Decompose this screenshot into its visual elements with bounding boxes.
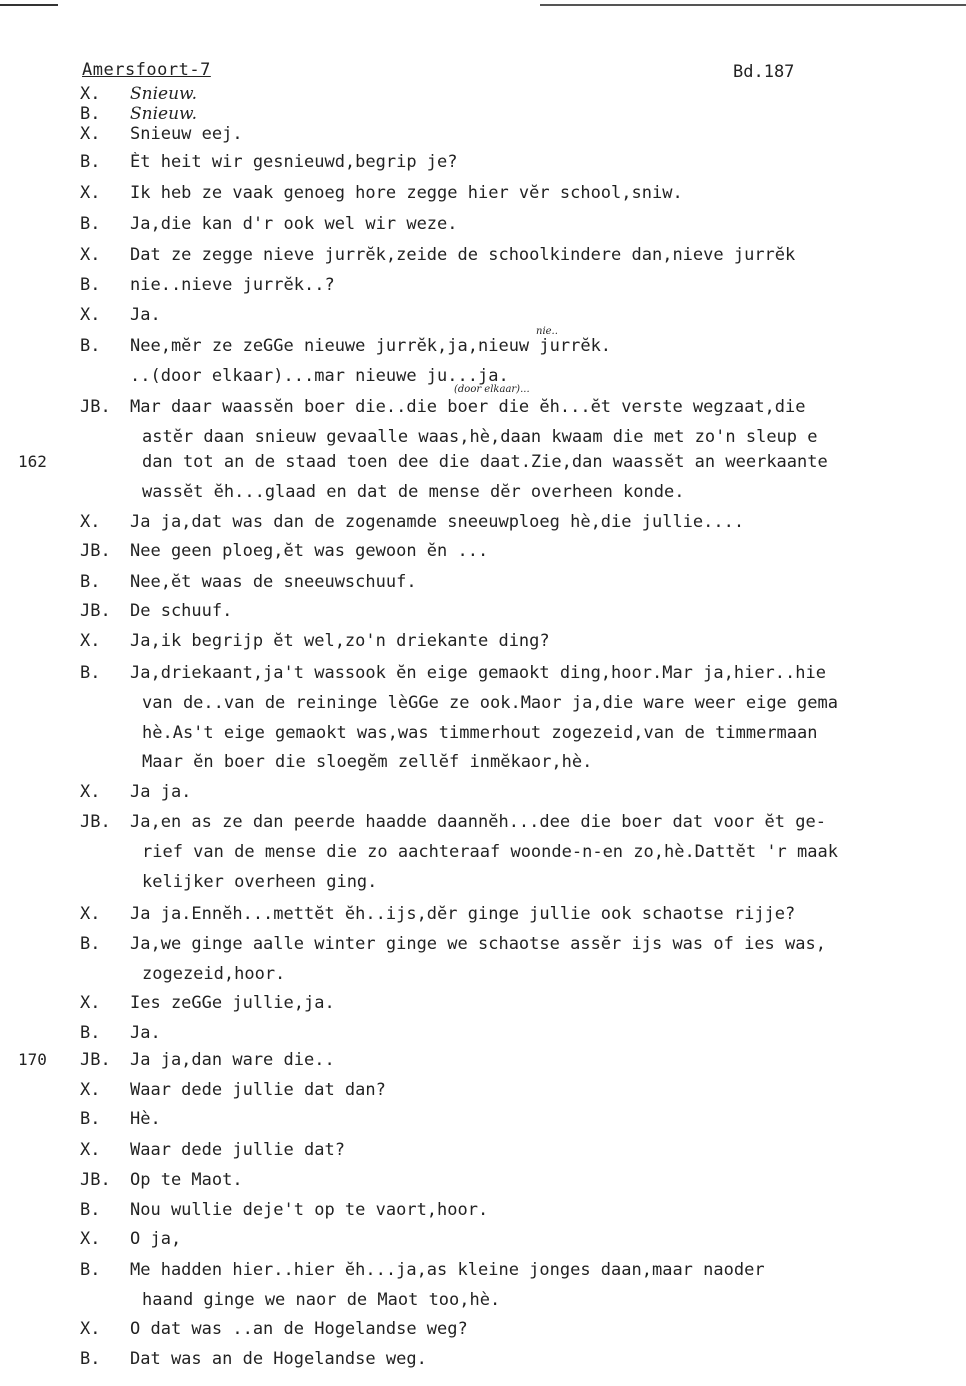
speaker-label: B. (80, 152, 101, 172)
transcript-line (0, 152, 966, 176)
transcript-line (0, 541, 966, 565)
utterance-text: Snieuw. (130, 84, 197, 104)
utterance-text: Nee geen ploeg,ĕt was gewoon ĕn ... (130, 541, 489, 561)
transcript-line (0, 336, 966, 360)
utterance-text: kelijker overheen ging. (142, 872, 378, 892)
speaker-label: B. (80, 214, 101, 234)
utterance-text: hè.As't eige gemaokt was,was timmerhout zogezeid,van de timmermaan (142, 723, 818, 743)
transcript-line (0, 1200, 966, 1224)
transcript-line (0, 124, 966, 148)
speaker-label: X. (80, 1140, 101, 1160)
utterance-text: Me hadden hier..hier ĕh...ja,as kleine jonges daan,maar naoder (130, 1260, 765, 1280)
top-rule-right (540, 4, 966, 6)
speaker-label: X. (80, 124, 101, 144)
speaker-label: X. (80, 1319, 101, 1339)
utterance-text: Ik heb ze vaak genoeg hore zegge hier vĕr school,sniw. (130, 183, 683, 203)
speaker-label: JB. (80, 397, 111, 417)
speaker-label: X. (80, 84, 101, 104)
transcript-line (0, 934, 966, 958)
utterance-text: Snieuw eej. (130, 124, 243, 144)
transcript-line (0, 512, 966, 536)
transcript-line (0, 482, 966, 506)
document-title: Amersfoort-7 (82, 60, 211, 80)
transcript-line (0, 601, 966, 625)
utterance-text: Dat was an de Hogelandse weg. (130, 1349, 427, 1369)
speaker-label: JB. (80, 601, 111, 621)
transcript-line (0, 1290, 966, 1314)
utterance-text: Ja,we ginge aalle winter ginge we schaotse assĕr ijs was of ies was, (130, 934, 826, 954)
transcript-line (0, 366, 966, 390)
speaker-label: X. (80, 245, 101, 265)
transcript-line (0, 397, 966, 421)
speaker-label: B. (80, 572, 101, 592)
speaker-label: B. (80, 1349, 101, 1369)
transcript-line (0, 723, 966, 747)
utterance-text: O dat was ..an de Hogelandse weg? (130, 1319, 468, 1339)
transcript-line (0, 872, 966, 896)
transcript-line (0, 904, 966, 928)
utterance-text: Ja ja.Ennĕh...mettĕt ĕh..ijs,dĕr ginge jullie ook schaotse rijje? (130, 904, 796, 924)
speaker-label: X. (80, 993, 101, 1013)
speaker-label: X. (80, 512, 101, 532)
speaker-label: X. (80, 1080, 101, 1100)
utterance-text: haand ginge we naor de Maot too,hè. (142, 1290, 501, 1310)
transcript-line (0, 572, 966, 596)
speaker-label: JB. (80, 812, 111, 832)
transcript-line (0, 1050, 966, 1074)
transcript-line (0, 427, 966, 451)
transcript-line (0, 842, 966, 866)
speaker-label: X. (80, 1229, 101, 1249)
utterance-text: Èt heit wir gesnieuwd,begrip je? (130, 152, 458, 172)
utterance-text: Ja,ik begrijp ĕt wel,zo'n driekante ding? (130, 631, 550, 651)
utterance-text: Waar dede jullie dat? (130, 1140, 345, 1160)
transcript-line (0, 1140, 966, 1164)
transcript-line (0, 993, 966, 1017)
transcript-line (0, 1080, 966, 1104)
utterance-text: Ja ja. (130, 782, 192, 802)
utterance-text: zogezeid,hoor. (142, 964, 286, 984)
speaker-label: B. (80, 1260, 101, 1280)
transcript-line (0, 1319, 966, 1343)
utterance-text: wassĕt ĕh...glaad en dat de mense dĕr overheen konde. (142, 482, 685, 502)
top-rule-left (0, 4, 58, 6)
speaker-label: B. (80, 1023, 101, 1043)
speaker-label: B. (80, 1109, 101, 1129)
utterance-text: van de..van de reininge lèGGe ze ook.Maor ja,die ware weer eige gema (142, 693, 838, 713)
transcript-line (0, 245, 966, 269)
utterance-text: Dat ze zegge nieve jurrĕk,zeide de schoolkindere dan,nieve jurrĕk (130, 245, 796, 265)
utterance-text: Ja. (130, 1023, 161, 1043)
transcript-line (0, 183, 966, 207)
utterance-text: ..(door elkaar)...mar nieuwe ju...ja. (130, 366, 509, 386)
utterance-text: Nee,mĕr ze zeGGe nieuwe jurrĕk,ja,nieuw jurrĕk. (130, 336, 612, 356)
utterance-text: Ja ja,dat was dan de zogenamde sneeuwploeg hè,die jullie.... (130, 512, 745, 532)
utterance-text: Ja. (130, 305, 161, 325)
utterance-text: astĕr daan snieuw gevaalle waas,hè,daan kwaam die met zo'n sleup e (142, 427, 818, 447)
speaker-label: B. (80, 663, 101, 683)
speaker-label: JB. (80, 1170, 111, 1190)
speaker-label: JB. (80, 541, 111, 561)
transcript-line (0, 812, 966, 836)
utterance-text: dan tot an de staad toen dee die daat.Zie,dan waassĕt an weerkaante (142, 452, 828, 472)
transcript-line (0, 752, 966, 776)
speaker-label: B. (80, 1200, 101, 1220)
utterance-text: Maar ĕn boer die sloegĕm zellĕf inmĕkaor,hè. (142, 752, 593, 772)
speaker-label: X. (80, 183, 101, 203)
transcript-line (0, 1109, 966, 1133)
utterance-text: Ja,driekaant,ja't wassook ĕn eige gemaokt ding,hoor.Mar ja,hier..hie (130, 663, 826, 683)
speaker-label: B. (80, 336, 101, 356)
margin-line-number: 162 (18, 452, 47, 471)
transcript-line (0, 693, 966, 717)
transcript-line (0, 631, 966, 655)
transcript-line (0, 964, 966, 988)
transcript-line (0, 1349, 966, 1373)
utterance-text: nie..nieve jurrĕk..? (130, 275, 335, 295)
utterance-text: Waar dede jullie dat dan? (130, 1080, 386, 1100)
utterance-text: Nou wullie deje't op te vaort,hoor. (130, 1200, 489, 1220)
utterance-text: Ja,die kan d'r ook wel wir weze. (130, 214, 458, 234)
transcript-line (0, 1023, 966, 1047)
utterance-text: Snieuw. (130, 104, 197, 124)
transcript-line (0, 214, 966, 238)
speaker-label: B. (80, 104, 101, 124)
utterance-text: Op te Maot. (130, 1170, 243, 1190)
transcript-line (0, 663, 966, 687)
speaker-label: B. (80, 934, 101, 954)
utterance-text: De schuuf. (130, 601, 233, 621)
speaker-label: X. (80, 904, 101, 924)
transcript-line (0, 782, 966, 806)
transcript-line (0, 275, 966, 299)
utterance-text: Ja,en as ze dan peerde haadde daannĕh...dee die boer dat voor ĕt ge- (130, 812, 826, 832)
speaker-label: X. (80, 305, 101, 325)
margin-line-number: 170 (18, 1050, 47, 1069)
utterance-text: Ja ja,dan ware die.. (130, 1050, 335, 1070)
utterance-text: Mar daar waassĕn boer die..die boer die ĕh...ĕt verste wegzaat,die (130, 397, 806, 417)
speaker-label: X. (80, 631, 101, 651)
page-number: Bd.187 (733, 62, 795, 82)
handwritten-note: (door elkaar)... (454, 384, 530, 395)
speaker-label: X. (80, 782, 101, 802)
utterance-text: O ja, (130, 1229, 182, 1249)
transcript-line (0, 305, 966, 329)
utterance-text: Hè. (130, 1109, 161, 1129)
utterance-text: rief van de mense die zo aachteraaf woonde-n-en zo,hè.Dattĕt 'r maak (142, 842, 838, 862)
speaker-label: JB. (80, 1050, 111, 1070)
utterance-text: Nee,ĕt waas de sneeuwschuuf. (130, 572, 417, 592)
transcript-line (0, 1260, 966, 1284)
speaker-label: B. (80, 275, 101, 295)
transcript-line (0, 1170, 966, 1194)
utterance-text: Ies zeGGe jullie,ja. (130, 993, 335, 1013)
transcript-line (0, 1229, 966, 1253)
transcript-line (0, 452, 966, 476)
handwritten-note: nie.. (536, 326, 558, 337)
